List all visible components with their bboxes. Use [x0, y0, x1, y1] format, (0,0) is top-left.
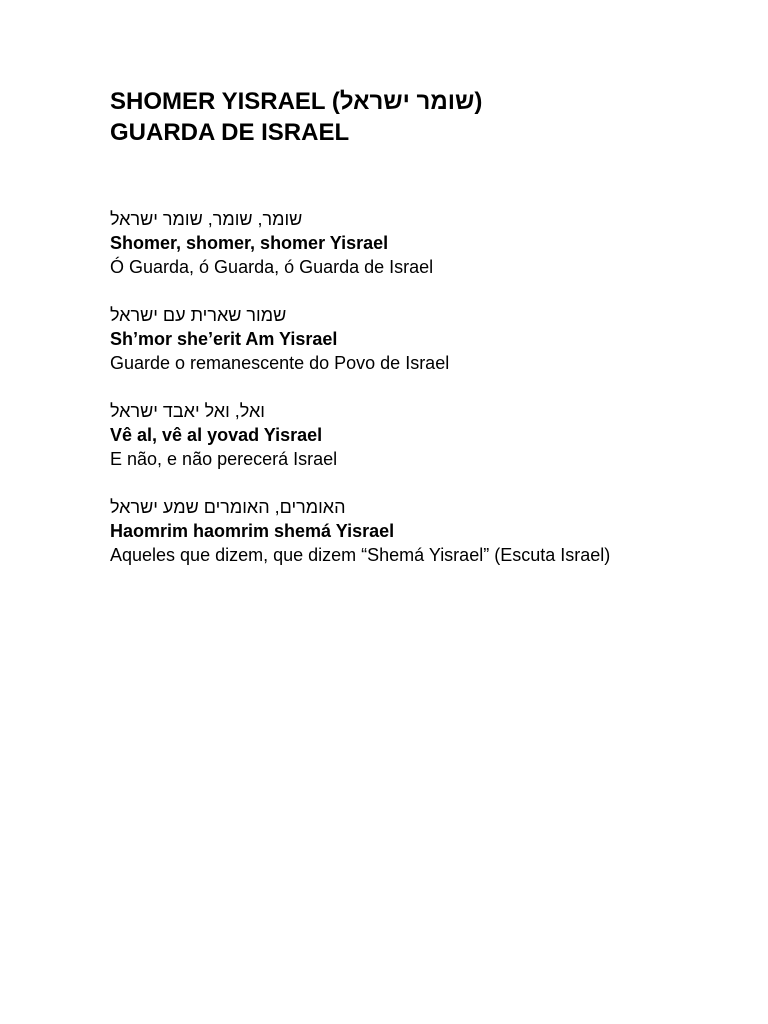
hebrew-text: שמור שארית עם ישראל	[110, 305, 287, 325]
hebrew-text: האומרים, האומרים שמע ישראל	[110, 497, 346, 517]
hebrew-line	[110, 495, 650, 519]
stanza	[110, 399, 650, 471]
hebrew-line	[110, 303, 650, 327]
transliteration-line: Haomrim haomrim shemá Yisrael	[110, 521, 395, 541]
title-hebrew: שומר ישראל	[339, 88, 475, 115]
stanza	[110, 303, 650, 375]
transliteration-line: Sh’mor she’erit Am Yisrael	[110, 329, 338, 349]
hebrew-text: שומר, שומר, שומר ישראל	[110, 209, 303, 229]
hebrew-line	[110, 207, 650, 231]
translation-line: E não, e não perecerá Israel	[110, 449, 338, 469]
translation-line: Guarde o remanescente do Povo de Israel	[110, 353, 450, 373]
transliteration-line: Shomer, shomer, shomer Yisrael	[110, 233, 389, 253]
lyrics	[110, 207, 650, 567]
hebrew-text: ואל, ואל יאבד ישראל	[110, 401, 265, 421]
title-close-paren: )	[474, 88, 483, 115]
translation-line: Ó Guarda, ó Guarda, ó Guarda de Israel	[110, 257, 434, 277]
transliteration-line: Vê al, vê al yovad Yisrael	[110, 425, 323, 445]
stanza	[110, 207, 650, 279]
title-line-1	[110, 86, 650, 117]
page-title	[110, 86, 650, 148]
title-latin: SHOMER YISRAEL (	[110, 88, 340, 115]
document-page	[110, 86, 650, 591]
hebrew-line	[110, 399, 650, 423]
title-line-2: GUARDA DE ISRAEL	[110, 119, 350, 146]
stanza	[110, 495, 650, 567]
translation-line: Aqueles que dizem, que dizem “Shemá Yisrael” (Escuta Israel)	[110, 545, 611, 565]
